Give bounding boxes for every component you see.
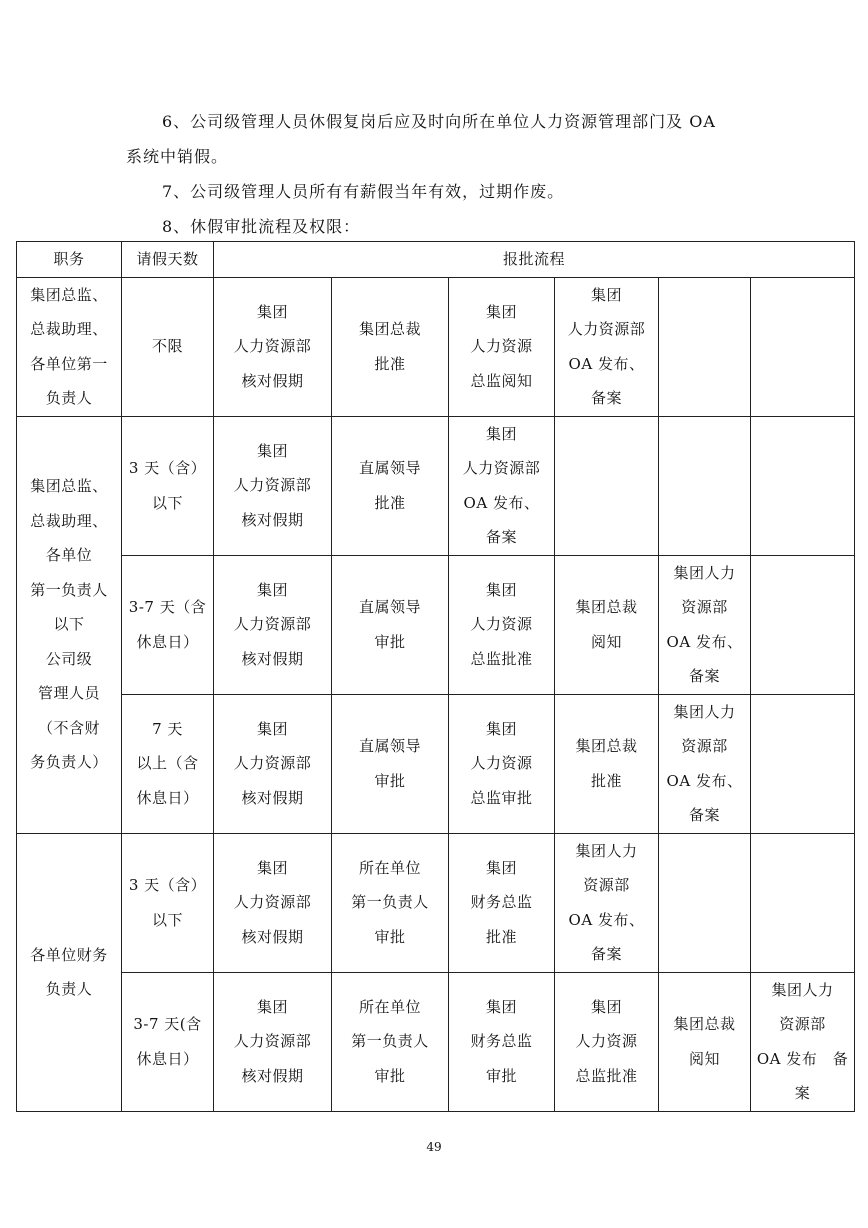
cell-text-line: 直属领导 [358, 598, 421, 616]
flow-step-cell [332, 972, 449, 1111]
cell-text-line: 人力资源部 [233, 754, 312, 773]
cell-text-line: 审批 [485, 1066, 517, 1085]
table-row [17, 833, 855, 972]
days-cell [122, 833, 214, 972]
flow-step-cell [332, 555, 449, 694]
cell-text-line: OA 发布、 [568, 354, 645, 373]
header-position: 职务 [17, 242, 122, 278]
days-cell [122, 972, 214, 1111]
cell-text-line: 各单位财务 [30, 945, 108, 964]
flow-step-cell [659, 277, 751, 416]
position-cell [17, 833, 122, 1111]
cell-text-line: 人力资源 [470, 337, 533, 356]
cell-text-line: 资源部 [681, 598, 728, 616]
cell-text-line: 3-7 天(含 [133, 1015, 202, 1033]
cell-text-line: 集团人力 [771, 980, 834, 999]
flow-step-cell [555, 416, 659, 555]
days-cell [122, 416, 214, 555]
cell-text-line: 集团 [590, 997, 622, 1016]
flow-step-cell [449, 694, 555, 833]
cell-text-line: 备案 [688, 806, 720, 824]
header-flow: 报批流程 [214, 242, 855, 278]
cell-text-line: 第一负责人 [30, 580, 108, 599]
cell-text-line: 集团 [256, 580, 288, 599]
flow-step-cell [659, 972, 751, 1111]
paragraph-6-line-2: 系统中销假。 [126, 147, 229, 166]
paragraph-8: 8、休假审批流程及权限： [162, 217, 361, 236]
cell-text-line: 核对假期 [241, 371, 304, 390]
days-cell [122, 694, 214, 833]
flow-step-cell [214, 277, 332, 416]
flow-step-cell [332, 277, 449, 416]
cell-text-line: 集团 [485, 580, 517, 599]
cell-text-line: 资源部 [583, 876, 630, 894]
cell-text-line: 审批 [374, 1066, 406, 1085]
flow-step-cell [214, 555, 332, 694]
cell-text-line: 集团总裁 [575, 737, 638, 755]
cell-text-line: 以下 [151, 910, 183, 929]
cell-text-line: 人力资源 [470, 615, 533, 634]
cell-text-line: 直属领导 [358, 459, 421, 477]
flow-step-cell [659, 555, 751, 694]
flow-step-cell [332, 833, 449, 972]
cell-text-line: 备案 [688, 667, 720, 685]
cell-text-line: 阅知 [590, 632, 622, 651]
cell-text-line: 备案 [590, 389, 622, 407]
cell-text-line: 负责人 [45, 980, 93, 998]
cell-text-line: 批准 [590, 771, 622, 790]
cell-text-line: 人力资源部 [233, 1032, 312, 1051]
cell-text-line: 总监批准 [470, 649, 533, 668]
cell-text-line: 总监阅知 [470, 371, 533, 390]
table-row [17, 694, 855, 833]
cell-text-line: 以下 [53, 615, 85, 634]
cell-text-line: OA 发布、 [666, 771, 743, 790]
cell-text-line: OA 发布、 [666, 632, 743, 651]
flow-step-cell [332, 416, 449, 555]
paragraph-7: 7、公司级管理人员所有有薪假当年有效，过期作废。 [162, 182, 565, 201]
cell-text-line: 集团 [256, 858, 288, 877]
flow-step-cell [659, 694, 751, 833]
cell-text-line: 总监批准 [575, 1066, 638, 1085]
cell-text-line: 集团总裁 [358, 320, 421, 338]
cell-text-line: OA 发布 备 [756, 1049, 849, 1068]
cell-text-line: 集团人力 [673, 563, 736, 582]
cell-text-line: 7 天 [152, 719, 183, 738]
flow-step-cell [449, 972, 555, 1111]
cell-text-line: 集团 [485, 719, 517, 738]
flow-step-cell [449, 277, 555, 416]
flow-step-cell [751, 277, 855, 416]
flow-step-cell [332, 694, 449, 833]
flow-step-cell [555, 694, 659, 833]
flow-step-cell [751, 833, 855, 972]
cell-text-line: （不含财 [37, 718, 100, 737]
cell-text-line: 集团人力 [673, 702, 736, 721]
cell-text-line: 负责人 [45, 389, 93, 407]
cell-text-line: 各单位 [45, 546, 93, 565]
cell-text-line: 人力资源部 [233, 893, 312, 912]
table-header-row [17, 242, 855, 278]
cell-text-line: 案 [794, 1084, 811, 1102]
position-cell [17, 277, 122, 416]
table-row [17, 416, 855, 555]
cell-text-line: 人力资源部 [462, 459, 541, 477]
flow-step-cell [449, 833, 555, 972]
cell-text-line: 以下 [151, 493, 183, 512]
table-row [17, 277, 855, 416]
cell-text-line: 阅知 [688, 1049, 720, 1068]
cell-text-line: 管理人员 [37, 684, 100, 703]
flow-step-cell [555, 555, 659, 694]
cell-text-line: 集团 [485, 302, 517, 321]
cell-text-line: 人力资源部 [233, 476, 312, 495]
flow-step-cell [214, 972, 332, 1111]
position-cell [17, 416, 122, 833]
cell-text-line: 集团总裁 [575, 598, 638, 616]
cell-text-line: 所在单位 [358, 997, 421, 1016]
cell-text-line: 总监审批 [470, 788, 533, 807]
cell-text-line: 第一负责人 [351, 1032, 429, 1051]
cell-text-line: 人力资源 [470, 754, 533, 773]
cell-text-line: OA 发布、 [568, 910, 645, 929]
cell-text-line: 休息日） [136, 1049, 199, 1068]
flow-step-cell [751, 555, 855, 694]
days-cell [122, 277, 214, 416]
flow-step-cell [659, 833, 751, 972]
cell-text-line: 集团 [485, 997, 517, 1016]
table-row [17, 972, 855, 1111]
flow-step-cell [555, 972, 659, 1111]
cell-text-line: 集团 [485, 424, 517, 443]
flow-step-cell [214, 694, 332, 833]
flow-step-cell [751, 416, 855, 555]
cell-text-line: 核对假期 [241, 649, 304, 668]
cell-text-line: 不限 [151, 337, 183, 356]
cell-text-line: 总裁助理、 [30, 511, 108, 530]
cell-text-line: OA 发布、 [463, 493, 540, 512]
cell-text-line: 集团 [256, 302, 288, 321]
cell-text-line: 审批 [374, 927, 406, 946]
cell-text-line: 直属领导 [358, 737, 421, 755]
cell-text-line: 审批 [374, 632, 406, 651]
paragraph-6-line-1: 6、公司级管理人员休假复岗后应及时向所在单位人力资源管理部门及 OA [162, 112, 716, 131]
flow-step-cell [214, 833, 332, 972]
cell-text-line: 资源部 [681, 737, 728, 755]
cell-text-line: 人力资源部 [233, 337, 312, 356]
cell-text-line: 核对假期 [241, 788, 304, 807]
cell-text-line: 3 天（含） [128, 459, 207, 477]
cell-text-line: 集团 [256, 997, 288, 1016]
cell-text-line: 各单位第一 [30, 354, 108, 373]
cell-text-line: 休息日） [136, 788, 199, 807]
cell-text-line: 人力资源部 [233, 615, 312, 634]
cell-text-line: 所在单位 [358, 858, 421, 877]
cell-text-line: 集团 [590, 285, 622, 304]
cell-text-line: 休息日） [136, 632, 199, 651]
cell-text-line: 务负责人） [30, 753, 108, 772]
cell-text-line: 财务总监 [470, 893, 533, 912]
cell-text-line: 核对假期 [241, 927, 304, 946]
page-number: 49 [426, 1140, 442, 1154]
cell-text-line: 3-7 天（含 [128, 598, 207, 616]
cell-text-line: 总裁助理、 [30, 320, 108, 338]
cell-text-line: 集团总监、 [30, 477, 108, 496]
cell-text-line: 人力资源部 [567, 320, 646, 338]
cell-text-line: 3 天（含） [128, 876, 207, 894]
cell-text-line: 以上（含 [136, 754, 199, 773]
cell-text-line: 公司级 [45, 649, 93, 668]
cell-text-line: 批准 [374, 354, 406, 373]
flow-step-cell [751, 972, 855, 1111]
cell-text-line: 资源部 [779, 1015, 826, 1033]
cell-text-line: 集团 [485, 858, 517, 877]
table-row [17, 555, 855, 694]
cell-text-line: 财务总监 [470, 1032, 533, 1051]
leave-approval-table [16, 241, 855, 1112]
flow-step-cell [659, 416, 751, 555]
cell-text-line: 第一负责人 [351, 893, 429, 912]
cell-text-line: 集团人力 [575, 841, 638, 860]
cell-text-line: 批准 [374, 493, 406, 512]
cell-text-line: 审批 [374, 771, 406, 790]
flow-step-cell [555, 833, 659, 972]
cell-text-line: 批准 [485, 927, 517, 946]
cell-text-line: 集团 [256, 441, 288, 460]
cell-text-line: 集团总监、 [30, 285, 108, 304]
cell-text-line: 人力资源 [575, 1032, 638, 1051]
cell-text-line: 核对假期 [241, 510, 304, 529]
cell-text-line: 集团总裁 [673, 1015, 736, 1033]
flow-step-cell [214, 416, 332, 555]
flow-step-cell [449, 555, 555, 694]
cell-text-line: 核对假期 [241, 1066, 304, 1085]
cell-text-line: 集团 [256, 719, 288, 738]
flow-step-cell [555, 277, 659, 416]
flow-step-cell [449, 416, 555, 555]
cell-text-line: 备案 [485, 528, 517, 546]
days-cell [122, 555, 214, 694]
flow-step-cell [751, 694, 855, 833]
cell-text-line: 备案 [590, 945, 622, 963]
header-days: 请假天数 [122, 242, 214, 278]
